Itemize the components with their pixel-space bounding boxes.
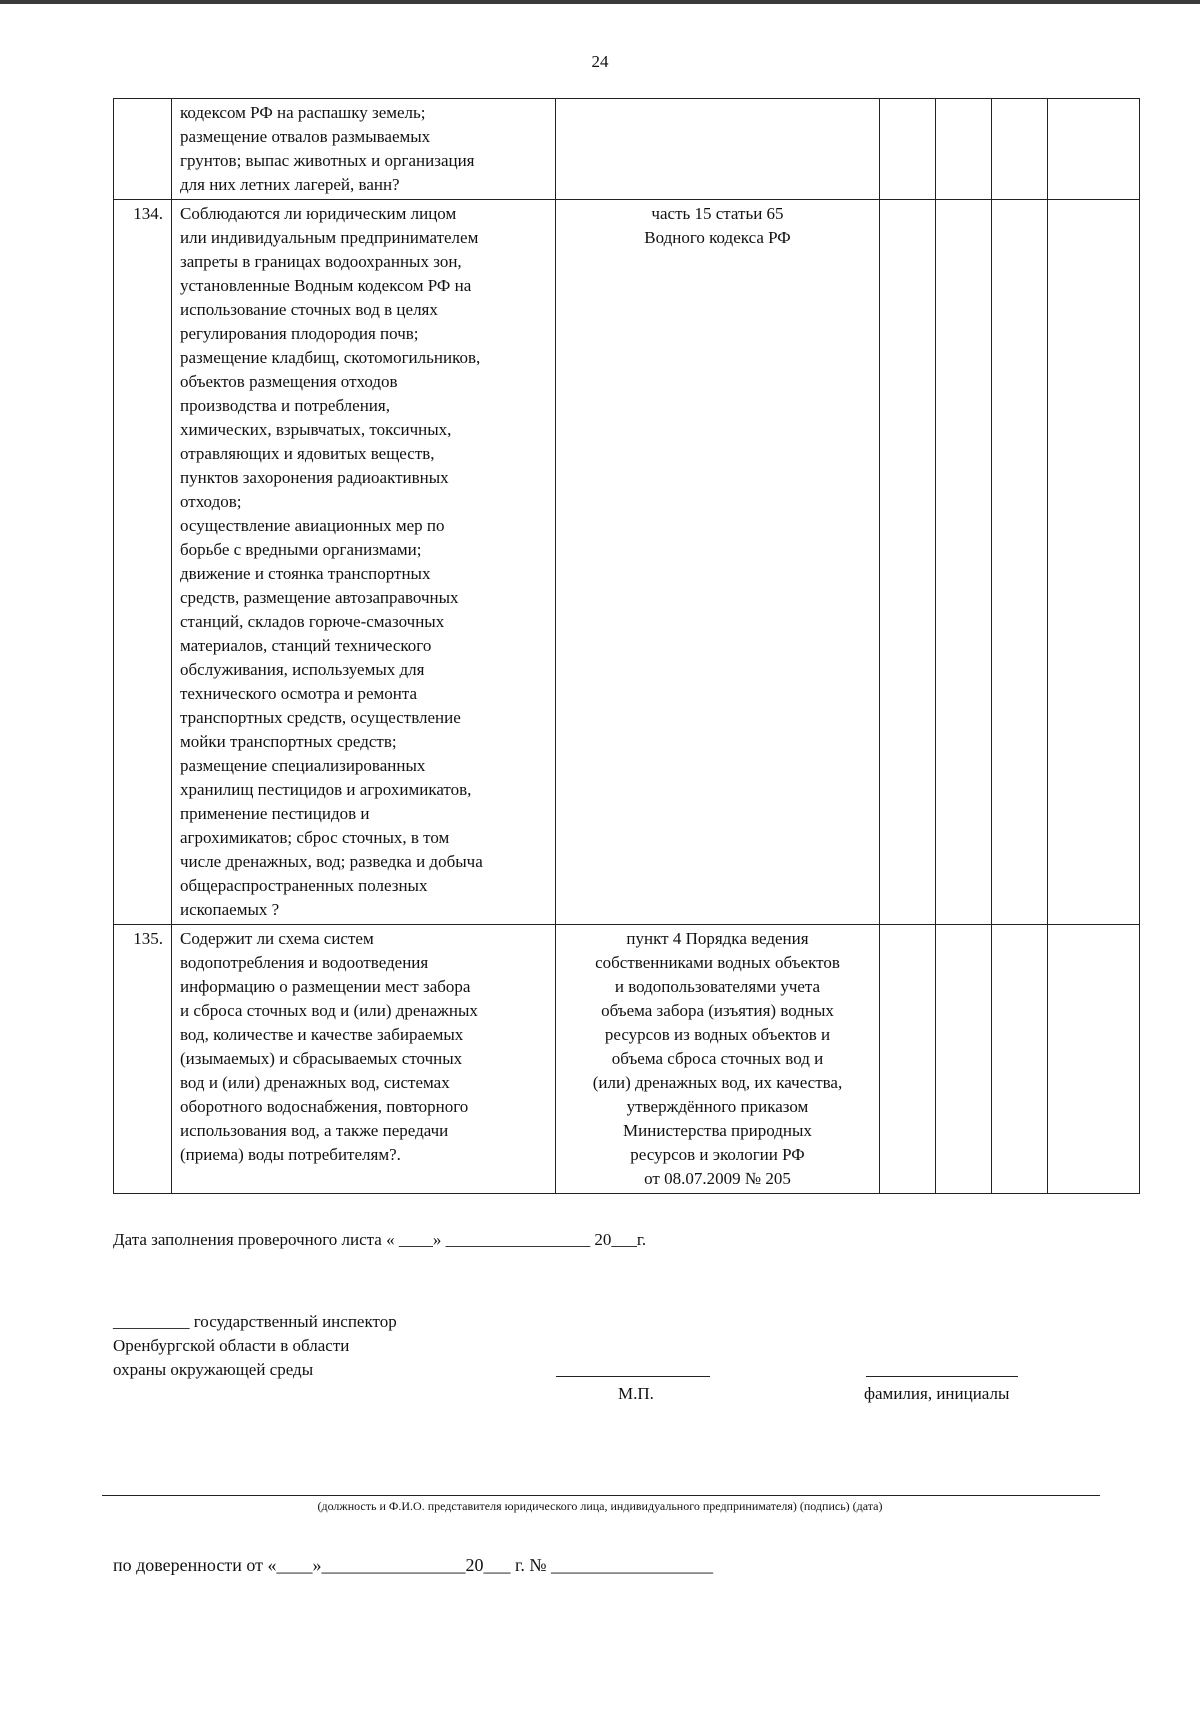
question-line: кодексом РФ на распашку земель; xyxy=(180,103,426,122)
row-number: 135. xyxy=(114,925,172,1194)
question-line: вод, количестве и качестве забираемых xyxy=(180,1025,464,1044)
legal-reference xyxy=(556,99,880,200)
answer-no-cell xyxy=(936,99,992,200)
question-line: применение пестицидов и xyxy=(180,804,370,823)
answer-na-cell xyxy=(992,99,1048,200)
question-line: агрохимикатов; сброс сточных, в том xyxy=(180,828,450,847)
stamp-label: М.П. xyxy=(618,1384,654,1403)
question-line: общераспространенных полезных xyxy=(180,876,428,895)
answer-na-cell xyxy=(992,925,1048,1194)
representative-signature-line xyxy=(102,1495,1100,1496)
question-line: числе дренажных, вод; разведка и добыча xyxy=(180,852,483,871)
legal-reference xyxy=(556,200,880,925)
question-line: (приема) воды потребителям?. xyxy=(180,1145,401,1164)
question-line: производства и потребления, xyxy=(180,396,390,415)
answer-yes-cell xyxy=(880,200,936,925)
reference-line: пункт 4 Порядка ведения xyxy=(626,929,809,948)
question-line: движение и стоянка транспортных xyxy=(180,564,431,583)
requirement-question xyxy=(172,99,556,200)
checklist-table xyxy=(113,98,1152,1194)
reference-line: ресурсов и экологии РФ xyxy=(630,1145,805,1164)
reference-line: часть 15 статьи 65 xyxy=(651,204,784,223)
reference-line: ресурсов из водных объектов и xyxy=(604,1025,831,1044)
question-line: размещение отвалов размываемых xyxy=(180,127,431,146)
answer-no-cell xyxy=(936,200,992,925)
question-line: средств, размещение автозаправочных xyxy=(180,588,459,607)
reference-line: объема сброса сточных вод и xyxy=(611,1049,824,1068)
power-of-attorney-line: по доверенности от «____»________________20___ г. № __________________ xyxy=(113,1555,714,1575)
inspector-block xyxy=(113,1310,397,1382)
question-line: запреты в границах водоохранных зон, xyxy=(180,252,462,271)
answer-yes-cell xyxy=(880,99,936,200)
question-line: ископаемых ? xyxy=(180,900,280,919)
comment-cell xyxy=(1048,99,1140,200)
row-number: 134. xyxy=(114,200,172,925)
question-line: объектов размещения отходов xyxy=(180,372,398,391)
question-line: станций, складов горюче-смазочных xyxy=(180,612,445,631)
name-label: фамилия, инициалы xyxy=(864,1384,1010,1403)
question-line: водопотребления и водоотведения xyxy=(180,953,429,972)
question-line: отходов; xyxy=(180,492,242,511)
requirement-question xyxy=(172,200,556,925)
question-line: технического осмотра и ремонта xyxy=(180,684,418,703)
page-number: 24 xyxy=(591,52,609,71)
reference-line: утверждённого приказом xyxy=(626,1097,809,1116)
question-line: Соблюдаются ли юридическим лицом xyxy=(180,204,457,223)
representative-signature-caption: (должность и Ф.И.О. представителя юридического лица, индивидуального предпринимателя) (подпись) (дата) xyxy=(317,1499,883,1513)
question-line: вод и (или) дренажных вод, системах xyxy=(180,1073,450,1092)
requirement-question xyxy=(172,925,556,1194)
question-line: отравляющих и ядовитых веществ, xyxy=(180,444,435,463)
answer-no-cell xyxy=(936,925,992,1194)
question-line: для них летних лагерей, ванн? xyxy=(180,175,400,194)
scan-top-edge xyxy=(0,0,1200,4)
reference-line: объема забора (изъятия) водных xyxy=(601,1001,834,1020)
question-line: регулирования плодородия почв; xyxy=(180,324,419,343)
checklist-table-body xyxy=(114,99,1152,1194)
legal-reference xyxy=(556,925,880,1194)
question-line: размещение кладбищ, скотомогильников, xyxy=(180,348,481,367)
table-row xyxy=(114,925,1152,1194)
question-line: осуществление авиационных мер по xyxy=(180,516,445,535)
question-line: или индивидуальным предпринимателем xyxy=(180,228,479,247)
question-line: химических, взрывчатых, токсичных, xyxy=(180,420,452,439)
table-row xyxy=(114,200,1152,925)
question-line: (изымаемых) и сбрасываемых сточных xyxy=(180,1049,463,1068)
question-line: информацию о размещении мест забора xyxy=(180,977,471,996)
reference-line: (или) дренажных вод, их качества, xyxy=(592,1073,843,1092)
answer-yes-cell xyxy=(880,925,936,1194)
question-line: борьбе с вредными организмами; xyxy=(180,540,422,559)
question-line: установленные Водным кодексом РФ на xyxy=(180,276,472,295)
reference-line: и водопользователями учета xyxy=(614,977,821,996)
question-line: пунктов захоронения радиоактивных xyxy=(180,468,449,487)
answer-na-cell xyxy=(992,200,1048,925)
question-line: оборотного водоснабжения, повторного xyxy=(180,1097,469,1116)
table-row xyxy=(114,99,1152,200)
inspector-title-line: _________ государственный инспектор xyxy=(113,1312,397,1331)
question-line: мойки транспортных средств; xyxy=(180,732,397,751)
comment-cell xyxy=(1048,200,1140,925)
question-line: транспортных средств, осуществление xyxy=(180,708,461,727)
reference-line: Министерства природных xyxy=(623,1121,812,1140)
inspector-region-line: Оренбургской области в области xyxy=(113,1336,350,1355)
comment-cell xyxy=(1048,925,1140,1194)
question-line: хранилищ пестицидов и агрохимикатов, xyxy=(180,780,472,799)
question-line: обслуживания, используемых для xyxy=(180,660,425,679)
reference-line: собственниками водных объектов xyxy=(595,953,840,972)
question-line: Содержит ли схема систем xyxy=(180,929,374,948)
question-line: размещение специализированных xyxy=(180,756,426,775)
question-line: грунтов; выпас животных и организация xyxy=(180,151,475,170)
question-line: материалов, станций технического xyxy=(180,636,432,655)
row-number xyxy=(114,99,172,200)
stamp-signature-line xyxy=(556,1376,710,1377)
inspector-field-line: охраны окружающей среды xyxy=(113,1360,314,1379)
fill-date-line: Дата заполнения проверочного листа « ____» _________________ 20___г. xyxy=(113,1230,647,1249)
reference-line: от 08.07.2009 № 205 xyxy=(644,1169,791,1188)
question-line: и сброса сточных вод и (или) дренажных xyxy=(180,1001,478,1020)
question-line: использование сточных вод в целях xyxy=(180,300,438,319)
question-line: использования вод, а также передачи xyxy=(180,1121,449,1140)
name-signature-line xyxy=(866,1376,1018,1377)
reference-line: Водного кодекса РФ xyxy=(644,228,791,247)
